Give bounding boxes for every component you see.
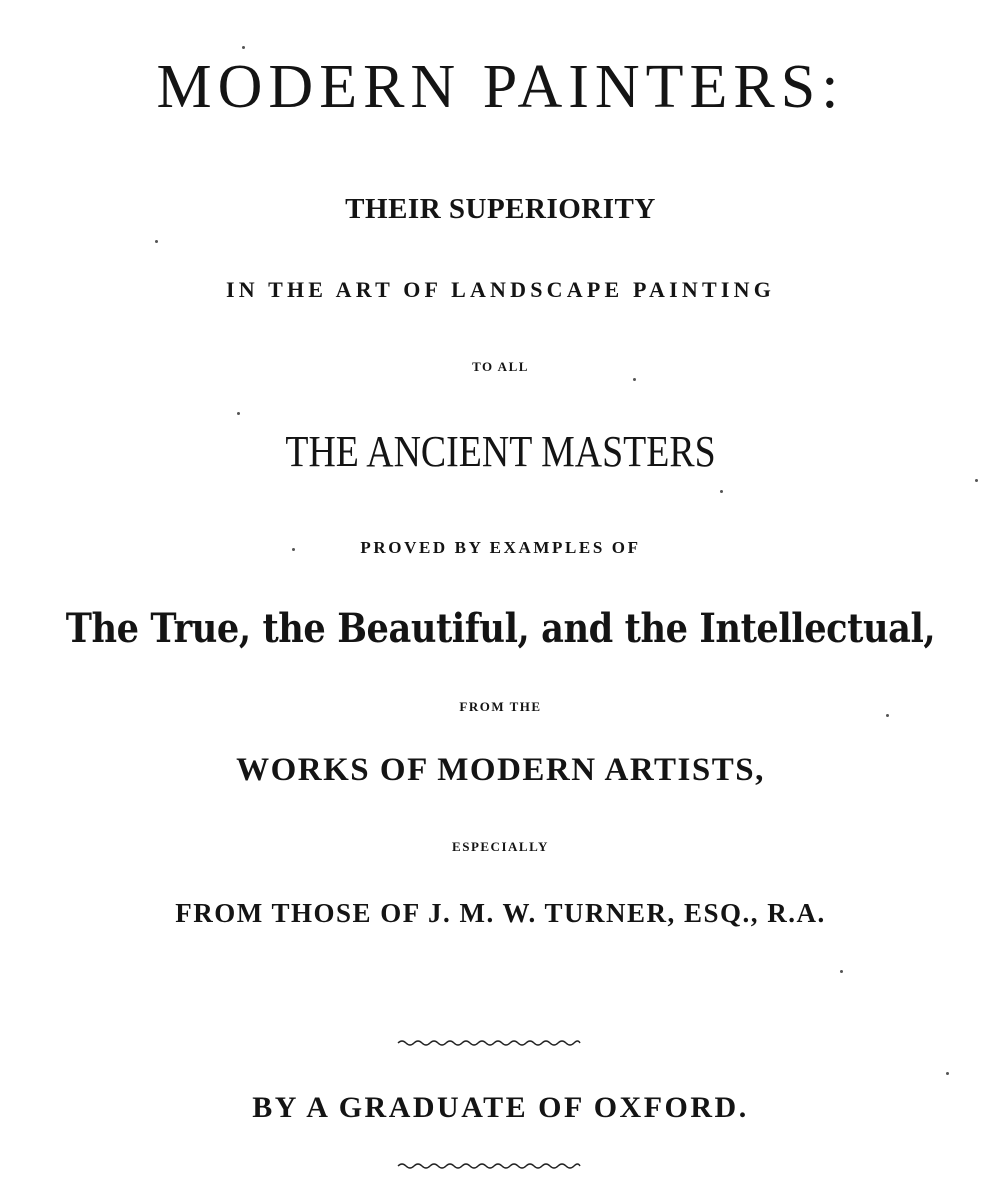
print-speck	[840, 970, 843, 973]
print-speck	[155, 240, 158, 243]
print-speck	[237, 412, 240, 415]
print-speck	[633, 378, 636, 381]
print-speck	[242, 46, 245, 49]
print-speck	[292, 548, 295, 551]
decorative-wavy-rule-top	[396, 1038, 582, 1048]
blackletter-line: The True, the Beautiful, and the Intellectual,	[65, 605, 936, 652]
subtitle-modern-artists: WORKS OF MODERN ARTISTS,	[236, 752, 765, 788]
subtitle-turner: FROM THOSE OF J. M. W. TURNER, ESQ., R.A.	[175, 898, 826, 928]
connector-from-the: FROM THE	[459, 699, 542, 714]
connector-to-all: TO ALL	[472, 359, 529, 374]
print-speck	[886, 714, 889, 717]
subtitle-landscape-painting: IN THE ART OF LANDSCAPE PAINTING	[225, 277, 776, 302]
main-title: MODERN PAINTERS:	[156, 53, 845, 121]
subtitle-superiority: THEIR SUPERIORITY	[345, 193, 656, 225]
print-speck	[975, 479, 978, 482]
print-speck	[720, 490, 723, 493]
connector-especially: ESPECIALLY	[452, 839, 549, 854]
author-line: BY A GRADUATE OF OXFORD.	[252, 1091, 749, 1124]
subtitle-ancient-masters: THE ANCIENT MASTERS	[285, 427, 716, 476]
subtitle-proved-by-examples: PROVED BY EXAMPLES OF	[360, 538, 641, 557]
decorative-wavy-rule-bottom	[396, 1161, 582, 1171]
print-speck	[946, 1072, 949, 1075]
